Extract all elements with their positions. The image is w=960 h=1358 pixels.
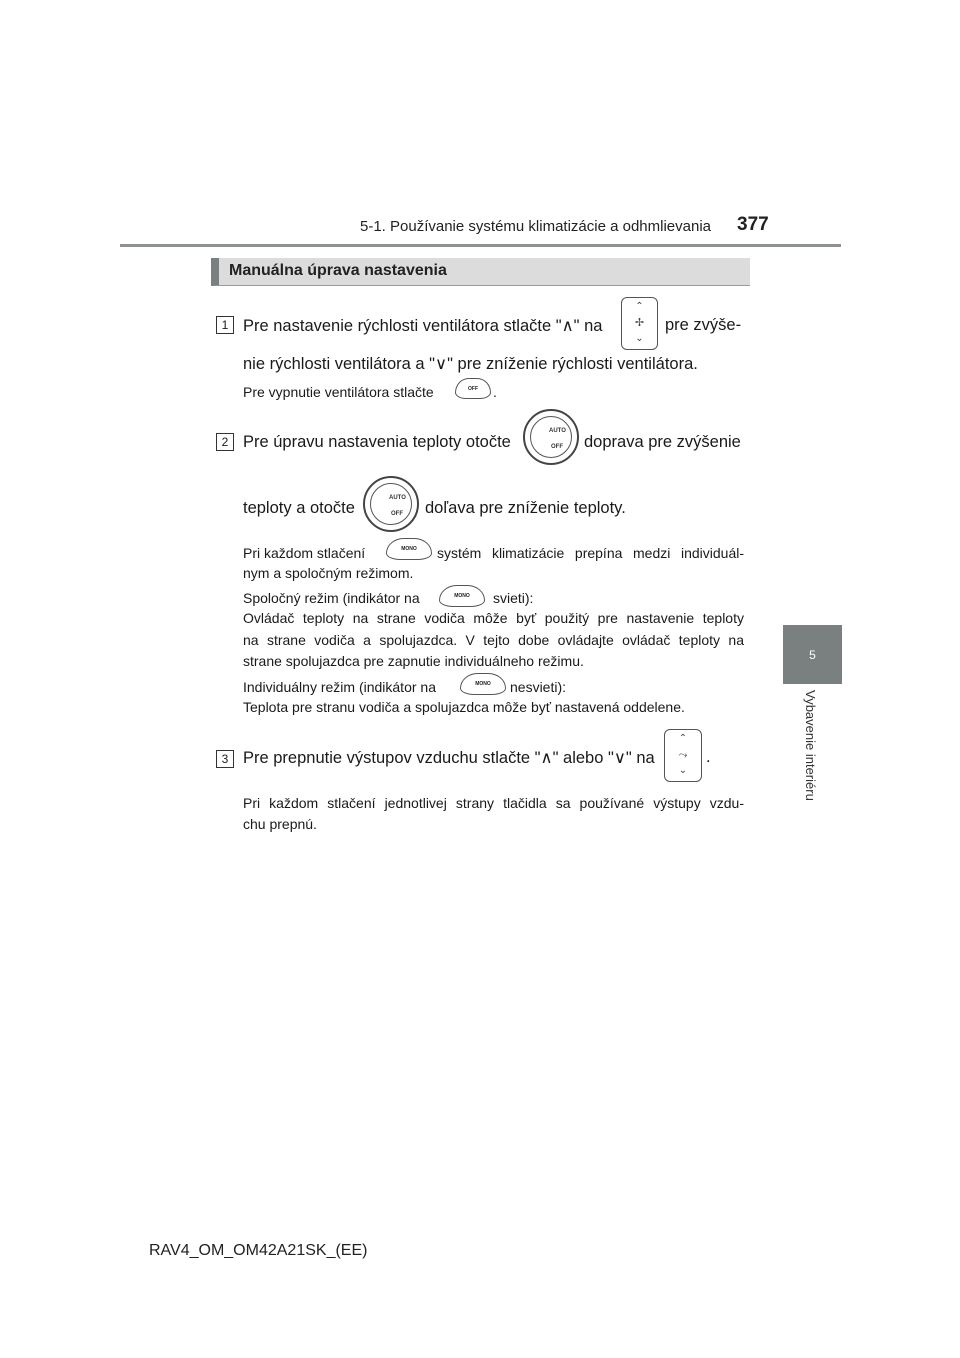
mono-label: MONO: [475, 681, 491, 687]
mono-label: MONO: [454, 593, 470, 599]
step3-note-line1: Pri každom stlačení jednotlivej strany tlačidla sa používané výstupy vzdu-: [243, 795, 744, 811]
step-number-1: 1: [216, 316, 234, 334]
step2-text-a: Pre úpravu nastavenia teploty otočte: [243, 433, 511, 451]
document-code: RAV4_OM_OM42A21SK_(EE): [149, 1242, 368, 1259]
section-heading-text: Manuálna úprava nastavenia: [229, 262, 447, 279]
step2-note2-line3: strane spolujazdca pre zapnutie individuálneho režimu.: [243, 653, 584, 669]
step2-note2-b: svieti):: [493, 590, 534, 606]
auto-label: AUTO: [389, 495, 406, 501]
step3-note-line2: chu prepnú.: [243, 816, 317, 832]
step3-text-a: Pre prepnutie výstupov vzduchu stlačte "∧" alebo "∨" na: [243, 749, 655, 767]
chapter-label-text: Vybavenie interiéru: [803, 690, 818, 801]
page-number: 377: [737, 214, 769, 235]
off-label: OFF: [551, 444, 563, 450]
temperature-knob: [523, 409, 579, 465]
step2-note2-line1: Ovládač teploty na strane vodiča môže byť použitý pre nastavenie teploty: [243, 610, 744, 626]
knob-ring: [370, 483, 412, 525]
chapter-label: [800, 690, 820, 820]
chapter-tab: 5: [783, 625, 842, 684]
auto-label: AUTO: [549, 428, 566, 434]
fan-speed-button: [621, 297, 658, 350]
fan-off-label: OFF: [468, 385, 478, 392]
mono-button: [439, 585, 485, 607]
step2-note3-b: nesvieti):: [510, 679, 567, 695]
chevron-down-icon: ⌄: [635, 333, 644, 344]
step-number-2: 2: [216, 433, 234, 451]
air-outlet-button: [664, 729, 702, 782]
step1-text-b: pre zvýše-: [665, 316, 742, 334]
step2-note3-line1: Teplota pre stranu vodiča a spolujazdca môže byť nastavená oddelene.: [243, 699, 685, 715]
step2-text-c: teploty a otočte: [243, 499, 355, 517]
step2-note1-a: Pri každom stlačení: [243, 545, 366, 561]
step2-text-d: doľava pre zníženie teploty.: [425, 499, 626, 517]
step2-note1-c: nym a spoločným režimom.: [243, 565, 414, 581]
header-divider: [120, 244, 841, 247]
step2-note3-a: Individuálny režim (indikátor na: [243, 679, 436, 695]
knob-ring: [530, 416, 572, 458]
step2-note2-line2: na strane vodiča a spolujazdca. V tejto dobe ovládajte ovládač teploty na: [243, 632, 744, 648]
step3-text-b: .: [706, 748, 711, 766]
mono-button: [386, 538, 432, 560]
step2-note1-b: systém klimatizácie prepína medzi individuál-: [437, 545, 744, 561]
step1-text-a: Pre nastavenie rýchlosti ventilátora stlačte "∧" na: [243, 317, 603, 335]
mono-button: [460, 673, 506, 695]
running-header-title: 5-1. Používanie systému klimatizácie a odhmlievania: [360, 218, 711, 235]
chevron-up-icon: ⌃: [678, 733, 688, 744]
step2-text-b: doprava pre zvýšenie: [584, 433, 741, 451]
step1-text-line2: nie rýchlosti ventilátora a "∨" pre zníženie rýchlosti ventilátora.: [243, 355, 698, 373]
fan-icon: ✢: [634, 317, 645, 329]
air-outlet-icon: ⤳: [678, 749, 688, 761]
mono-label: MONO: [401, 546, 417, 552]
step-number-3: 3: [216, 750, 234, 768]
step1-note-b: .: [493, 384, 497, 400]
chevron-up-icon: ⌃: [635, 301, 644, 312]
chevron-down-icon: ⌄: [678, 765, 688, 776]
temperature-knob: [363, 476, 419, 532]
section-heading: [211, 258, 750, 286]
off-label: OFF: [391, 511, 403, 517]
fan-off-button: [455, 378, 491, 399]
step1-note-a: Pre vypnutie ventilátora stlačte: [243, 384, 434, 400]
step2-note2-a: Spoločný režim (indikátor na: [243, 590, 420, 606]
